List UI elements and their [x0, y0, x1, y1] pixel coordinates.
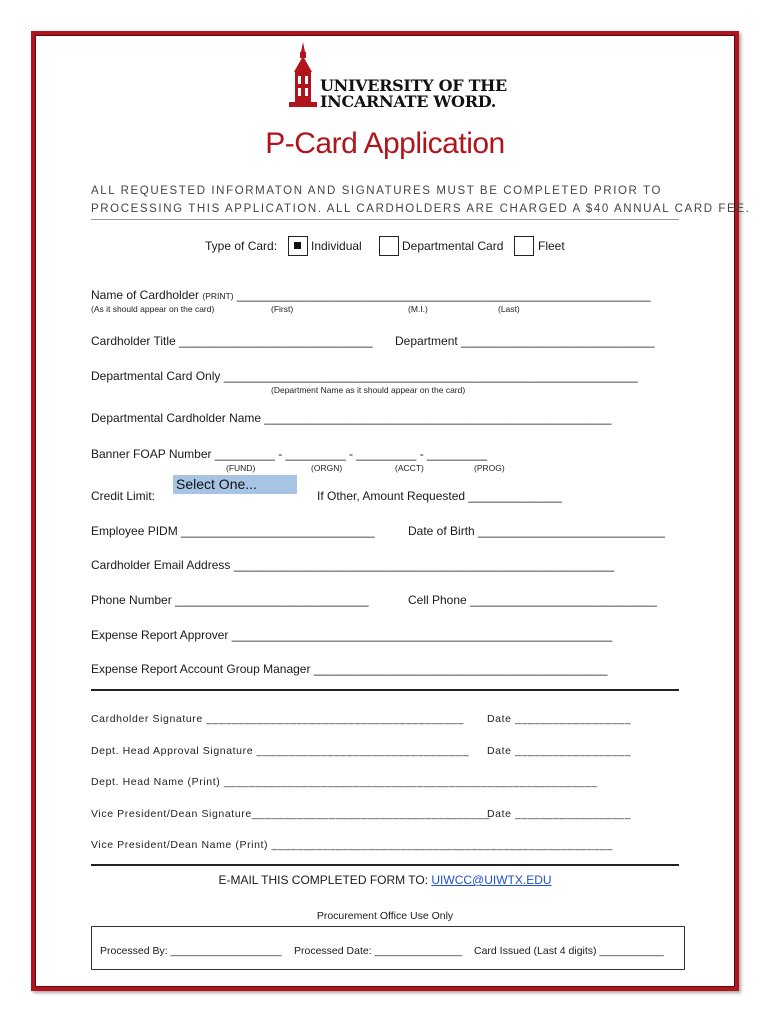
- last-hint: (Last): [498, 304, 520, 314]
- processed-by-field[interactable]: Processed By: ___________________: [100, 945, 282, 957]
- cardholder-email-field[interactable]: Cardholder Email Address _________________________________________________________: [91, 558, 615, 572]
- section-divider: [91, 689, 679, 691]
- email-instruction: [0, 873, 770, 887]
- notice-line-2: PROCESSING THIS APPLICATION. ALL CARDHOLDERS ARE CHARGED A $40 ANNUAL CARD FEE.: [91, 203, 751, 215]
- departmental-card-checkbox[interactable]: [379, 236, 399, 256]
- processed-date-field[interactable]: Processed Date: _______________: [294, 945, 463, 957]
- banner-foap-field[interactable]: Banner FOAP Number _________ - _________ - _________ - _________: [91, 447, 488, 461]
- name-hint: (As it should appear on the card): [91, 304, 215, 314]
- phone-number-field[interactable]: Phone Number _____________________________: [91, 593, 369, 607]
- card-type-label: Type of Card:: [205, 239, 278, 253]
- cell-phone-field[interactable]: Cell Phone ____________________________: [408, 593, 657, 607]
- cardholder-signature-field[interactable]: Cardholder Signature ________________________________________: [91, 713, 464, 725]
- email-link[interactable]: UIWCC@UIWTX.EDU: [431, 873, 552, 887]
- credit-limit-label: Credit Limit:: [91, 489, 156, 503]
- prog-hint: (PROG): [474, 463, 505, 473]
- vp-signature-field[interactable]: Vice President/Dean Signature_____________________________________: [91, 808, 491, 820]
- mi-hint: (M.I.): [408, 304, 428, 314]
- vp-name-field[interactable]: Vice President/Dean Name (Print) _____________________________________________________: [91, 839, 613, 851]
- fleet-checkbox[interactable]: [514, 236, 534, 256]
- cardholder-name-line: ______________________________________________________________: [236, 288, 651, 302]
- acct-hint: (ACCT): [395, 463, 424, 473]
- group-manager-field[interactable]: Expense Report Account Group Manager ____________________________________________: [91, 662, 608, 676]
- date-of-birth-field[interactable]: Date of Birth ____________________________: [408, 524, 665, 538]
- tower-logo-icon: [286, 42, 320, 110]
- departmental-cardholder-name-field[interactable]: Departmental Cardholder Name ____________________________________________________: [91, 411, 612, 425]
- dept-head-date-field[interactable]: Date __________________: [487, 745, 632, 757]
- individual-label: Individual: [311, 239, 362, 253]
- departmental-card-label: Departmental Card: [402, 239, 504, 253]
- cardholder-title-field[interactable]: Cardholder Title _____________________________: [91, 334, 373, 348]
- orgn-hint: (ORGN): [311, 463, 343, 473]
- dept-card-hint: (Department Name as it should appear on the card): [271, 385, 466, 395]
- dept-head-name-field[interactable]: Dept. Head Name (Print) __________________________________________________________: [91, 776, 598, 788]
- expense-approver-field[interactable]: Expense Report Approver _________________________________________________________: [91, 628, 613, 642]
- cardholder-name-field[interactable]: [91, 288, 651, 302]
- credit-limit-select[interactable]: Select One...: [173, 475, 297, 494]
- office-use-heading: Procurement Office Use Only: [316, 910, 454, 922]
- divider: [91, 219, 679, 220]
- page-title: P-Card Application: [265, 127, 505, 160]
- fund-hint: (FUND): [226, 463, 256, 473]
- departmental-card-only-field[interactable]: Departmental Card Only ______________________________________________________________: [91, 369, 638, 383]
- vp-date-field[interactable]: Date __________________: [487, 808, 632, 820]
- department-field[interactable]: Department _____________________________: [395, 334, 655, 348]
- first-hint: (First): [271, 304, 294, 314]
- section-divider-2: [91, 864, 679, 866]
- employee-pidm-field[interactable]: Employee PIDM _____________________________: [91, 524, 375, 538]
- card-issued-field[interactable]: Card Issued (Last 4 digits) ___________: [474, 945, 664, 957]
- university-logo-text: UNIVERSITY OF THE INCARNATE WORD.: [320, 76, 507, 111]
- print-hint: (PRINT): [202, 291, 234, 301]
- notice-line-1: ALL REQUESTED INFORMATON AND SIGNATURES MUST BE COMPLETED PRIOR TO: [91, 185, 663, 197]
- email-instruction-text: E-MAIL THIS COMPLETED FORM TO:: [218, 873, 432, 887]
- fleet-label: Fleet: [538, 239, 565, 253]
- individual-checkbox[interactable]: [288, 236, 308, 256]
- dept-head-signature-field[interactable]: Dept. Head Approval Signature _________________________________: [91, 745, 470, 757]
- other-amount-field[interactable]: If Other, Amount Requested ______________: [317, 489, 562, 503]
- cardholder-name-label: Name of Cardholder: [91, 288, 200, 302]
- cardholder-date-field[interactable]: Date __________________: [487, 713, 632, 725]
